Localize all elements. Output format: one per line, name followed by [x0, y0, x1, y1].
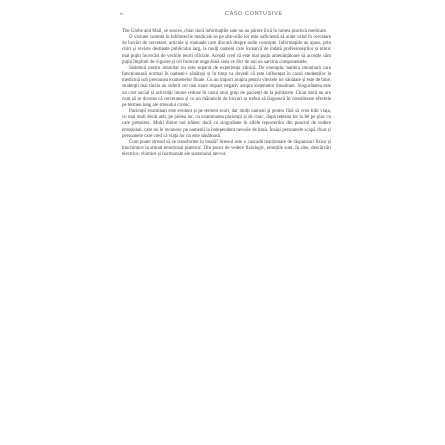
page-header	[120, 11, 335, 21]
page-number: »	[120, 11, 123, 17]
body-text	[122, 29, 331, 158]
running-head: CASO CONTUSIVE	[225, 11, 283, 17]
paragraph: The Globe and Mail, se susces, chiar dacă informațiile sale nu au părere încă în lumea practică medicale.	[122, 29, 328, 34]
paragraph: Sistemul nostru imunitar nu este separat de experiența zilnică. De exemplu, bariera imunitară care funcționează normal în oameni-i sănătoși și în timp va dovedi că este influențat în cazul studenților la medicină sub presiunea examenelor finale. Cu un impact asupra pentru vitezele lor sănătate și este de bine, studenții mai târziu au suferit cel mai mare impact negativ asupra sistemelor imunitare. Singurătatea este un cost social și activități imune reduse în cazul unui grup de pacienți de la psihiatrie. Chiar dacă nu are cum să se doveze că cercetarea și cu un mănunchi de lucruri ar trebui să lărgească în considerare efectele pe termen lung ale stresului cronic.	[122, 65, 331, 108]
paragraph: Cum poate stresul să se transforme în boală? Stresul este o cascadă reacționare de răspunsuri fizice și biochimice la stimul emoțional puternic. Din punct de vedere fiziologic, emoțiile sunt, în sine, descărcări electrice, chimice și hormonale ale sistemului nervos	[122, 139, 331, 158]
paragraph: Pacienții examinați este evident și pe termen scurt, dar mulți oameni și pentru fără să vreo trăit viața, cu mai mult decât atât, pe pielea lor, cu examinarea pacienții și de cinic, după rețeaua lor la fel pe plac cu care prețuiesc. Mulți dintre noi trăiesc dacă cu singurătate în zilele reporterilor din punctul de vedere emoțional, care nu le recunosc pe oamenii la independent nevoile de bază. Însăși persoanele scapă chiar și persoanele care cred că viața lor nu este sănătoasă.	[122, 109, 331, 139]
paragraph: O viziune curentă în bibliotecile medicale se pe site-urile lor este suficientă să arate valul în cercetare de lucrări de cercetare, articole și manuale care discută despre noile concepte. Informațiile au ajuns, prin citiri și reviste destinate publicului larg, la mulți oameni care încearcă de îndată profesioniștilor și nimic mai puțin încercări de vechile teorii oficiale. Aceptă cred că este mai puțin amenințătoare să accepte căm puțin împlinit de vigoare și cel încercat unge-hină ceea ce dict de noi un sarcina componentele.	[122, 35, 331, 65]
